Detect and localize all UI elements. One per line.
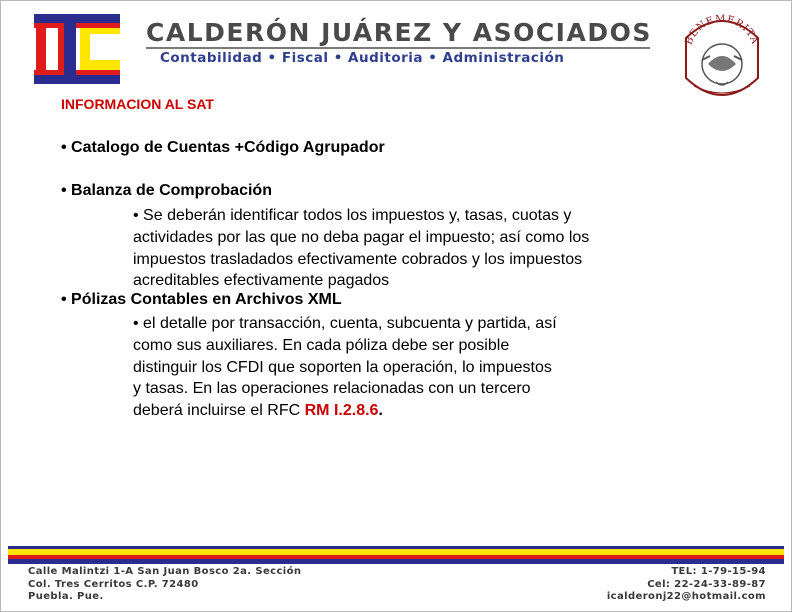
footer-address [28,566,301,604]
seal-text: BENEMERITA [683,13,761,47]
polizas-detail [133,313,557,422]
address-line: Calle Malintzi 1-A San Juan Bosco 2a. Sección [28,566,302,577]
address-line: Puebla. Pue. [28,591,104,602]
polizas-detail-line: y tasas. En las operaciones relacionadas con un tercero [133,380,531,398]
email-line: icalderonj22@hotmail.com [606,591,766,602]
polizas-detail-line: como sus auxiliares. En cada póliza debe ser posible [133,336,510,354]
phone-line: TEL: 1-79-15-94 [671,566,766,577]
firm-logo [34,14,122,84]
polizas-detail-line-last [133,400,557,422]
header-divider [146,47,650,49]
balanza-detail-line: actividades por las que no deba pagar el impuesto; así como los [133,228,590,246]
rule-reference: RM I.2.8.6 [304,402,379,420]
mobile-line: Cel: 22-24-33-89-87 [647,578,766,590]
footer-color-bar [8,546,784,564]
university-seal [672,8,772,108]
firm-services: Contabilidad • Fiscal • Auditoria • Administración [160,50,565,66]
address-line: Col. Tres Cerritos C.P. 72480 [28,578,199,590]
bullet-catalogo-cuentas: • Catalogo de Cuentas +Código Agrupador [61,139,385,156]
firm-name: CALDERÓN JUÁREZ Y ASOCIADOS [146,18,652,47]
polizas-detail-line: • el detalle por transacción, cuenta, subcuenta y partida, así [133,315,557,332]
bullet-balanza: • Balanza de Comprobación [61,182,272,199]
polizas-detail-line: distinguir los CFDI que soporten la operación, lo impuestos [133,358,552,376]
balanza-detail-line: acreditables efectivamente pagados [133,272,390,290]
balanza-detail [133,205,589,292]
balanza-detail-line: • Se deberán identificar todos los impuestos y, tasas, cuotas y [133,207,572,224]
rfc-text: deberá incluirse el RFC [133,402,305,420]
balanza-detail-line: impuestos trasladados efectivamente cobrados y los impuestos [133,250,583,268]
bullet-polizas: • Pólizas Contables en Archivos XML [61,291,342,308]
closing-period: . [378,402,383,420]
footer-contact [607,566,766,604]
section-title: INFORMACION AL SAT [61,96,214,112]
